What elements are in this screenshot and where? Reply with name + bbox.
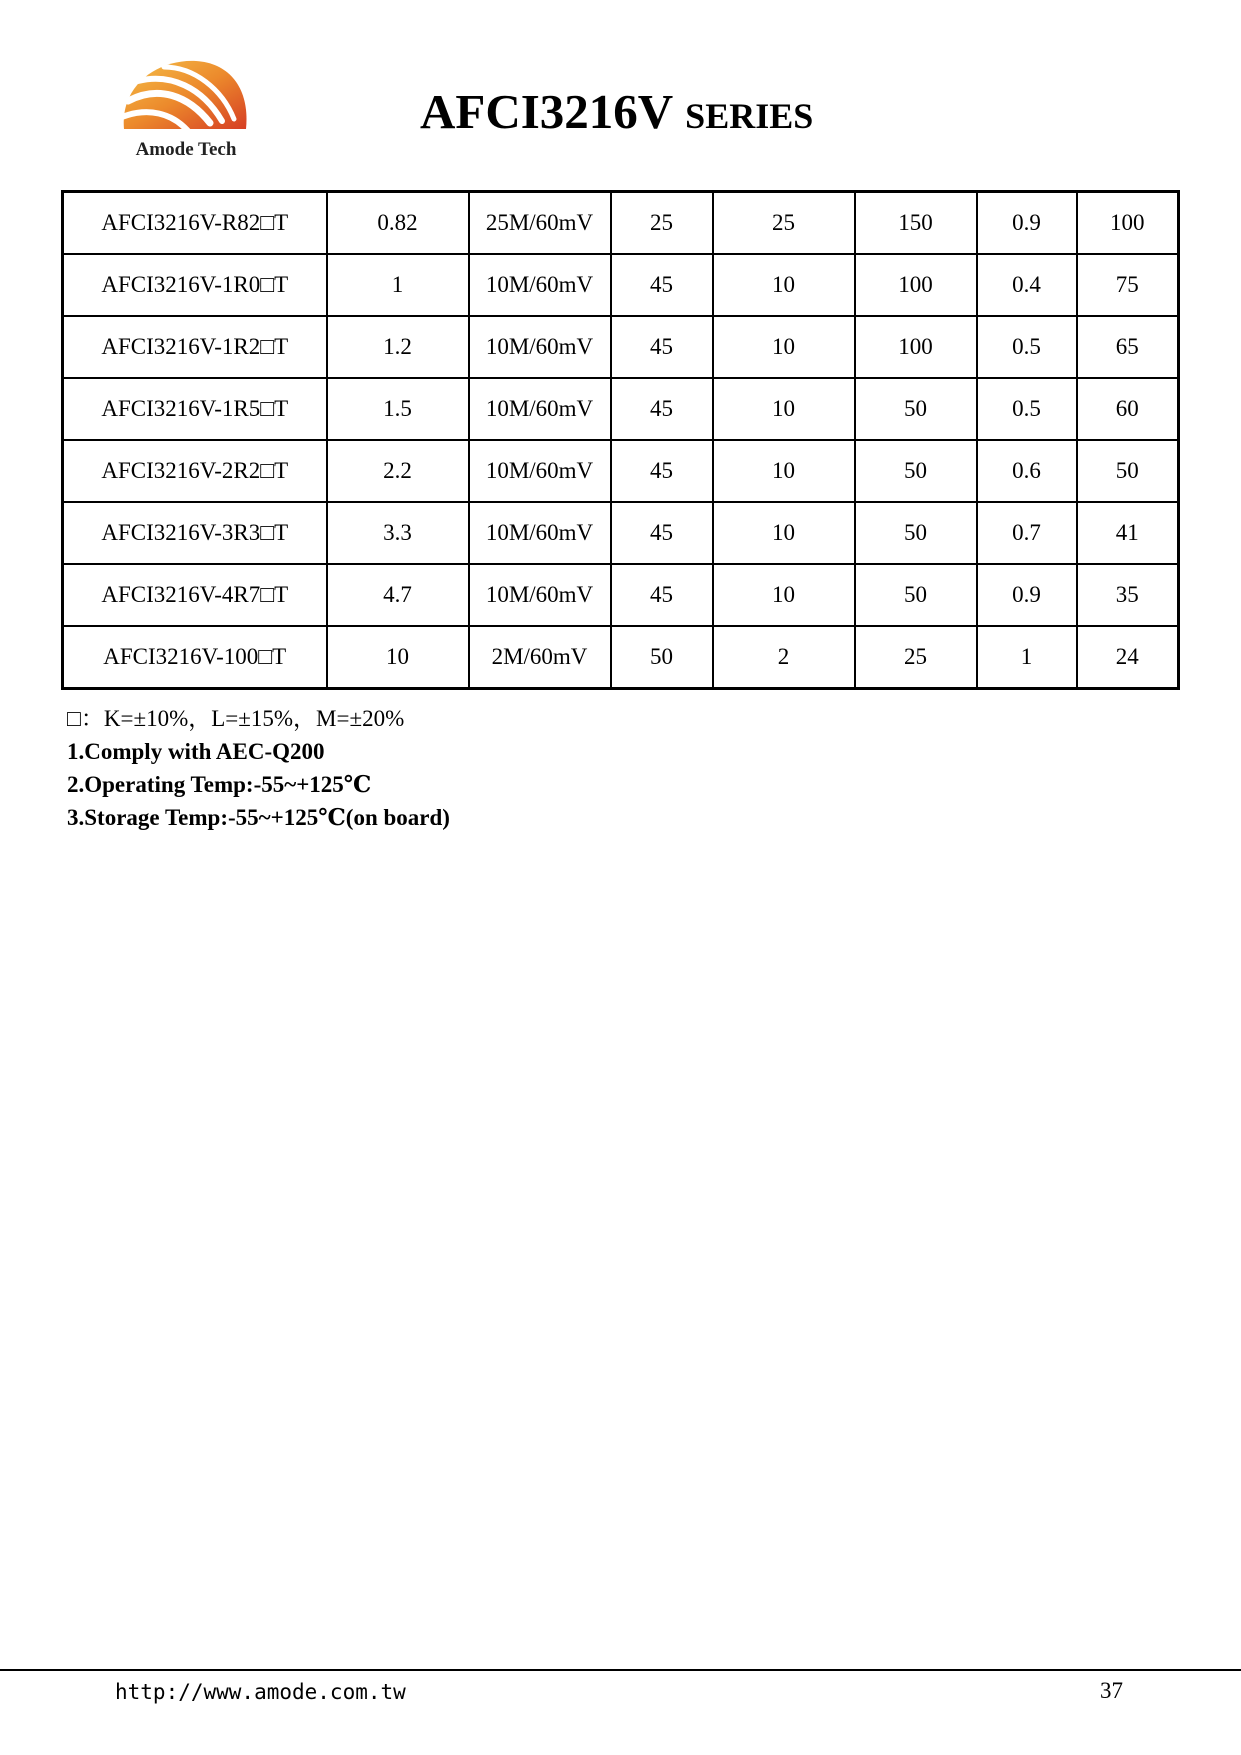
table-cell: 0.9 [977,192,1077,255]
table-cell: 0.4 [977,254,1077,316]
table-cell: AFCI3216V-3R3□T [63,502,327,564]
table-cell: 50 [855,378,977,440]
table-row [63,626,1179,689]
table-cell: 1.5 [327,378,469,440]
table-cell: 4.7 [327,564,469,626]
table-cell: 45 [611,564,713,626]
table-cell: 0.5 [977,316,1077,378]
table-cell: 35 [1077,564,1179,626]
table-cell: 41 [1077,502,1179,564]
sun-logo-icon [118,55,254,143]
table-cell: 1 [977,626,1077,689]
table-cell: 45 [611,254,713,316]
table-cell: 45 [611,378,713,440]
table-cell: 10 [713,254,855,316]
table-cell: 50 [855,502,977,564]
table-cell: 45 [611,440,713,502]
tolerance-note: □：K=±10%，L=±15%，M=±20% [67,706,405,731]
table-row [63,378,1179,440]
table-cell: AFCI3216V-100□T [63,626,327,689]
table-cell: 10M/60mV [469,564,611,626]
table-cell: 100 [1077,192,1179,255]
table-cell: 10 [713,316,855,378]
table-cell: 65 [1077,316,1179,378]
table-cell: 10 [327,626,469,689]
series-name: AFCI3216V [420,84,674,139]
spec-table [61,190,1180,690]
table-cell: AFCI3216V-1R0□T [63,254,327,316]
spec-table-body [63,192,1179,689]
table-cell: 0.5 [977,378,1077,440]
footer-url: http://www.amode.com.tw [115,1680,406,1704]
table-cell: AFCI3216V-1R5□T [63,378,327,440]
table-cell: 25 [611,192,713,255]
table-cell: 1.2 [327,316,469,378]
table-cell: 25 [855,626,977,689]
table-cell: 2.2 [327,440,469,502]
table-cell: 10M/60mV [469,378,611,440]
table-cell: 2 [713,626,855,689]
table-cell: 0.9 [977,564,1077,626]
table-cell: AFCI3216V-R82□T [63,192,327,255]
table-cell: 60 [1077,378,1179,440]
page-number: 37 [1100,1678,1123,1703]
table-cell: 10M/60mV [469,440,611,502]
table-cell: 10 [713,502,855,564]
note-item-2: 2.Operating Temp:-55~+125℃ [67,772,372,797]
table-cell: 25 [713,192,855,255]
table-row [63,502,1179,564]
table-cell: 10M/60mV [469,254,611,316]
table-row [63,564,1179,626]
table-cell: 1 [327,254,469,316]
table-cell: AFCI3216V-4R7□T [63,564,327,626]
table-row [63,254,1179,316]
notes-section [67,703,450,834]
table-cell: 10 [713,378,855,440]
table-cell: 50 [855,440,977,502]
table-cell: 100 [855,316,977,378]
table-cell: 45 [611,316,713,378]
table-cell: 2M/60mV [469,626,611,689]
table-cell: AFCI3216V-2R2□T [63,440,327,502]
table-row [63,316,1179,378]
company-logo [118,55,254,165]
table-cell: 10M/60mV [469,502,611,564]
page-title [420,82,813,146]
table-cell: 75 [1077,254,1179,316]
footer-divider [0,1669,1241,1671]
table-row [63,440,1179,502]
table-cell: 25M/60mV [469,192,611,255]
table-cell: 10 [713,440,855,502]
table-cell: 10M/60mV [469,316,611,378]
table-row [63,192,1179,255]
note-item-3: 3.Storage Temp:-55~+125℃(on board) [67,805,450,830]
table-cell: 3.3 [327,502,469,564]
table-cell: AFCI3216V-1R2□T [63,316,327,378]
table-cell: 0.7 [977,502,1077,564]
table-cell: 0.6 [977,440,1077,502]
table-cell: 50 [855,564,977,626]
table-cell: 100 [855,254,977,316]
table-cell: 50 [611,626,713,689]
series-label: SERIES [685,96,814,136]
table-cell: 50 [1077,440,1179,502]
table-cell: 0.82 [327,192,469,255]
note-item-1: 1.Comply with AEC-Q200 [67,739,325,764]
table-cell: 45 [611,502,713,564]
table-cell: 10 [713,564,855,626]
table-cell: 24 [1077,626,1179,689]
table-cell: 150 [855,192,977,255]
logo-text: Amode Tech [135,139,237,160]
